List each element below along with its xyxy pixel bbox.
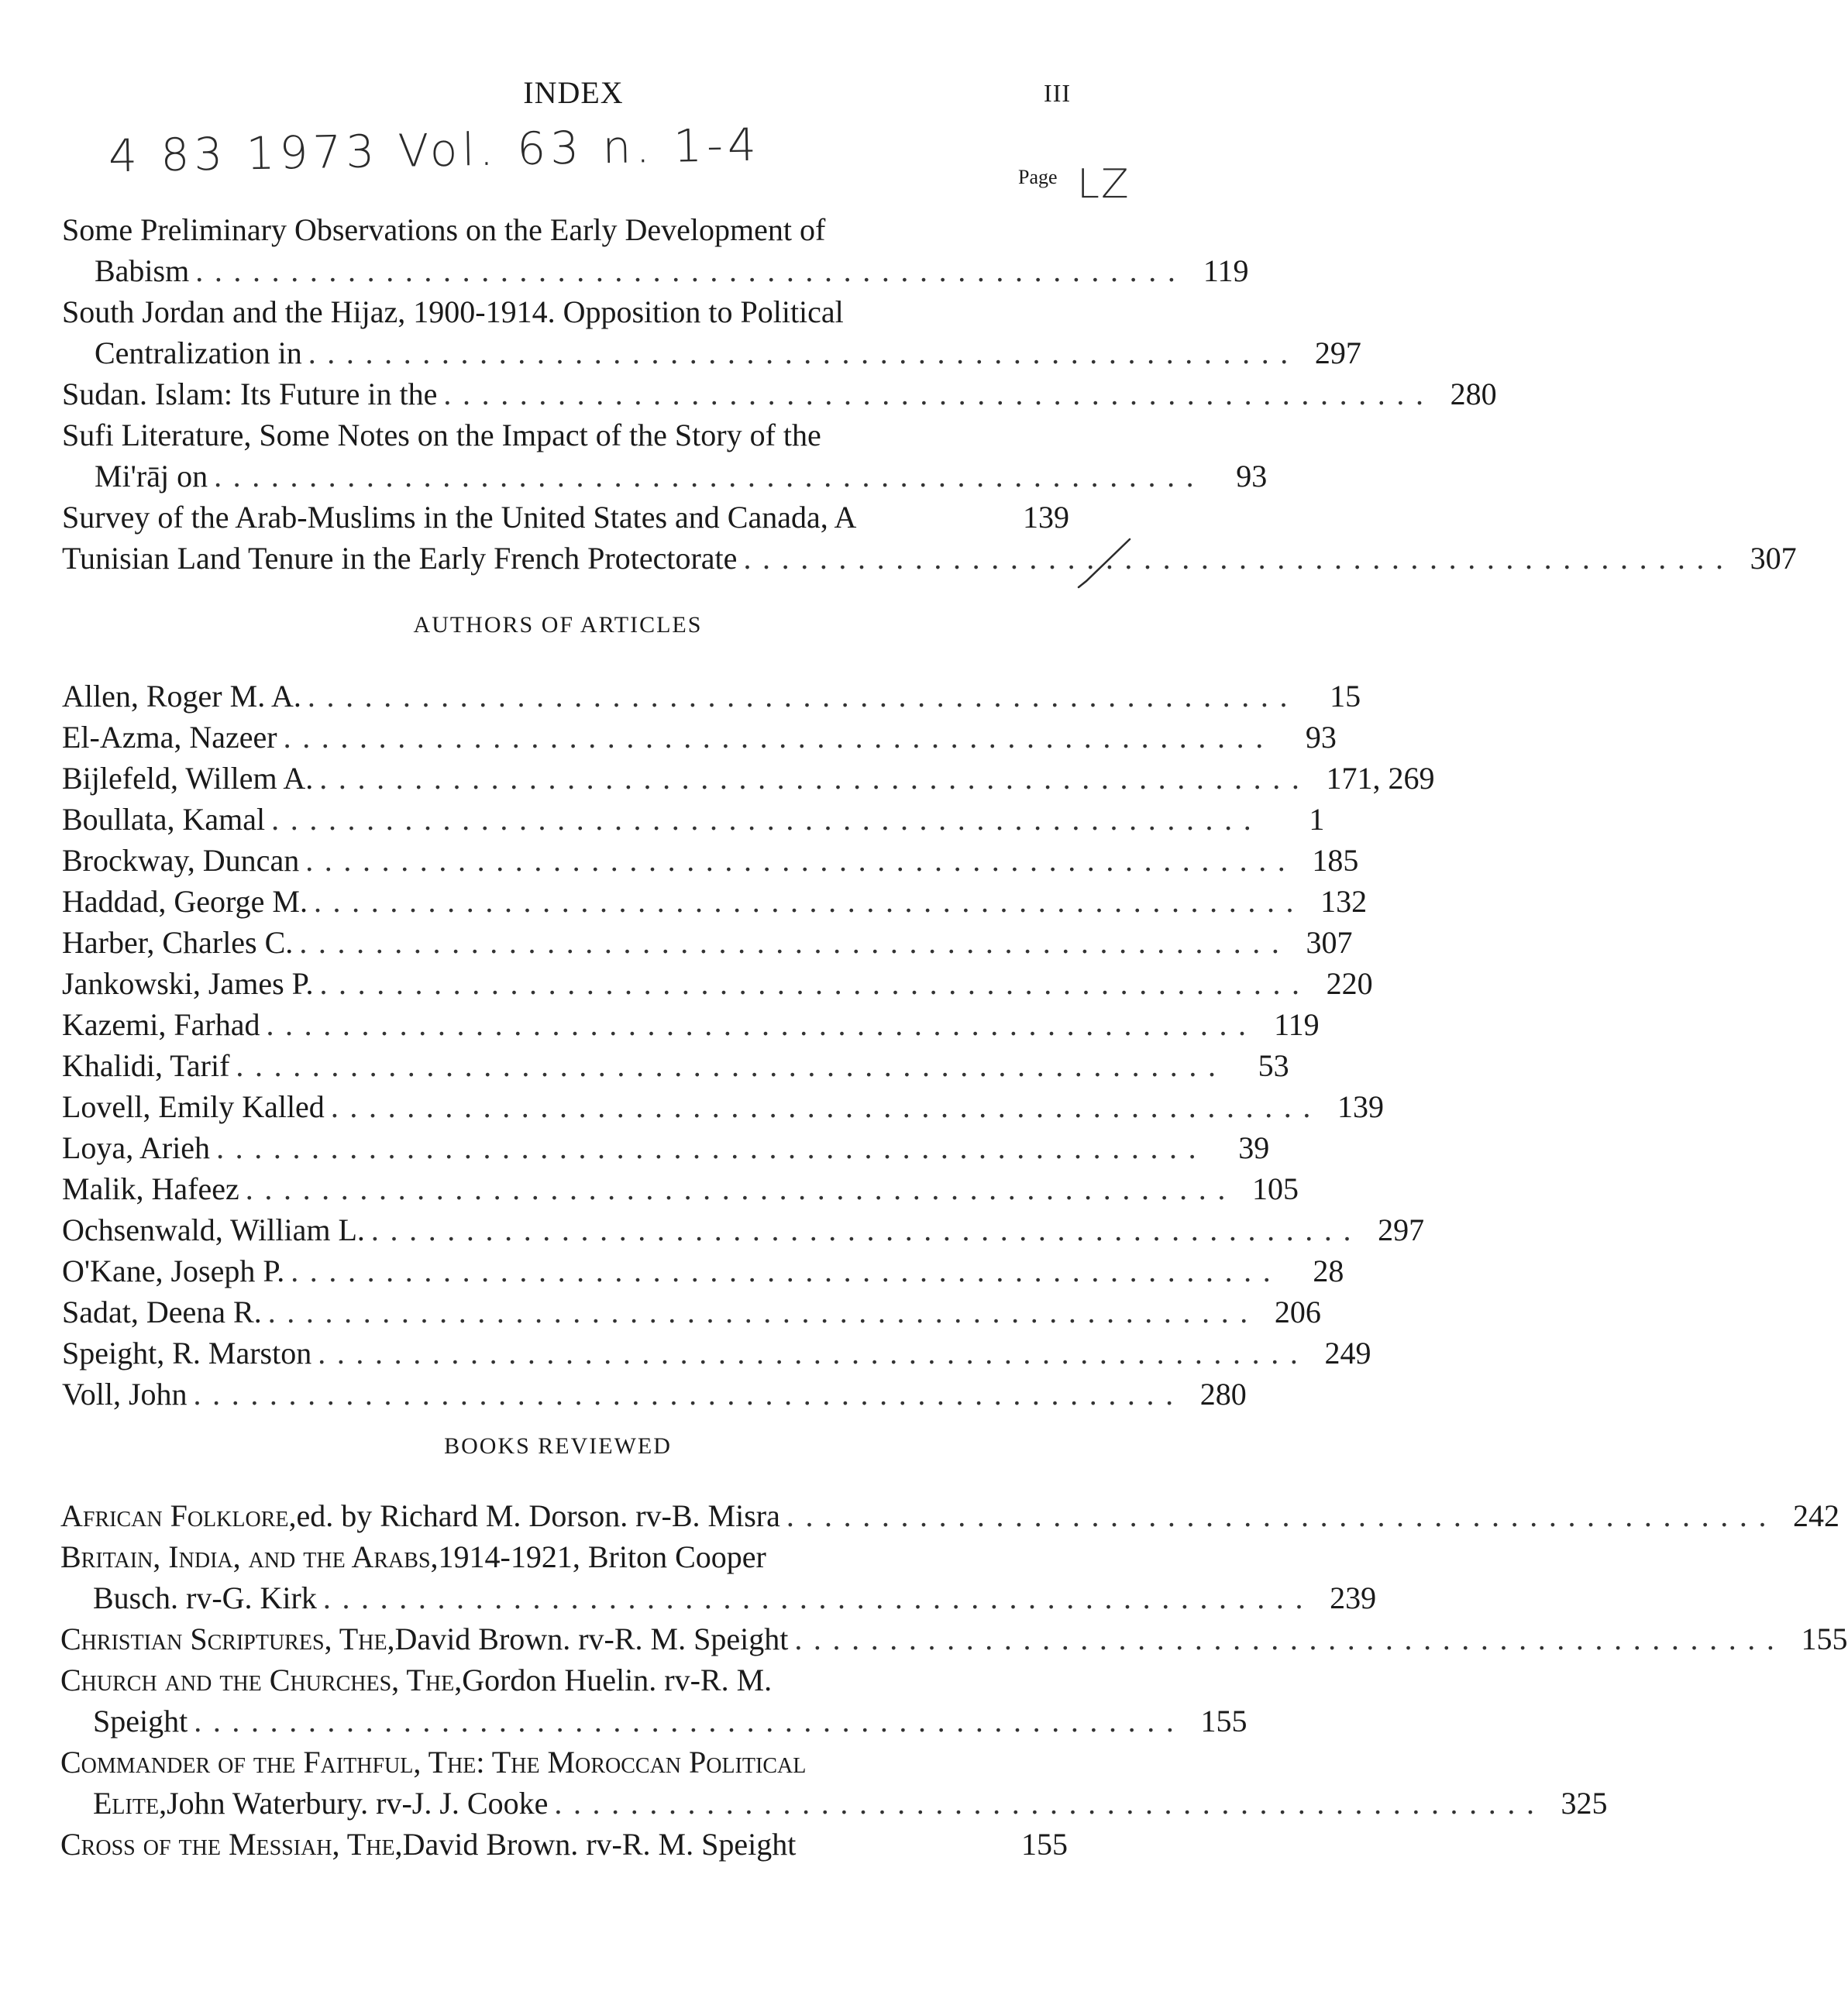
author-entry [62,1333,1371,1374]
books-heading: BOOKS REVIEWED [444,1433,672,1459]
author-entry [62,799,1325,840]
page-ref: 242 [1793,1498,1840,1533]
title-entry [62,373,1497,414]
entry-text: Babism [95,253,190,288]
author-name: Sadat, Deena R. [62,1295,262,1329]
author-entry [62,963,1373,1004]
page-ref: 132 [1320,884,1368,919]
page-ref: 307 [1306,925,1353,960]
leader-dots: .................................................... [318,1336,1309,1370]
leader-dots: .................................................... [193,1377,1185,1412]
book-details: John Waterbury. rv-J. J. Cooke [167,1786,549,1821]
author-entry [62,1004,1320,1045]
author-name: Jankowski, James P. [62,966,314,1001]
leader-dots: .................................................... [307,679,1299,714]
leader-dots: .................................................... [443,377,1435,411]
book-entry [60,1495,1840,1536]
page-ref: 249 [1324,1336,1371,1370]
page-ref: 325 [1561,1786,1608,1821]
book-entry [60,1742,1608,1824]
book-title: Church and the Churches, The, [60,1663,463,1697]
author-name: O'Kane, Joseph P. [62,1254,285,1288]
leader-dots: .................................................... [322,1580,1315,1615]
author-name: Speight, R. Marston [62,1336,312,1370]
page-ref: 185 [1312,843,1359,878]
leader-dots: .................................................... [291,1254,1282,1288]
page-number: III [1044,79,1071,107]
title-entry [62,497,1069,538]
leader-dots: .................................................... [267,1295,1259,1329]
page-ref: 28 [1313,1254,1344,1288]
book-title: Britain, India, and the Arabs, [60,1539,439,1574]
entry-text: Sufi Literature, Some Notes on the Impact of the Story of the [62,418,821,452]
title-entry [62,209,1249,291]
page-ref: 297 [1314,335,1361,370]
leader-dots: .................................................... [271,802,1263,837]
leader-dots: .................................................... [554,1786,1546,1821]
entry-text: Survey of the Arab-Muslims in the United States and Canada, A [62,500,857,535]
leader-dots: .................................................... [195,253,1187,288]
page-column-label: Page [1018,166,1058,188]
author-entry [62,1086,1385,1127]
leader-dots: .................................................... [308,335,1299,370]
author-name: Haddad, George M. [62,884,308,919]
author-name: Kazemi, Farhad [62,1007,260,1042]
leader-dots: .................................................... [283,720,1275,755]
author-name: Boullata, Kamal [62,802,266,837]
leader-dots: .................................................... [319,966,1311,1001]
author-name: Loya, Arieh [62,1130,211,1165]
book-details: ed. by Richard M. Dorson. rv-B. Misra [296,1498,780,1533]
book-entry [60,1536,1377,1618]
page-ref: 171, 269 [1326,761,1435,796]
author-name: Bijlefeld, Willem A. [62,761,314,796]
author-entry [62,840,1359,881]
leader-dots: .................................................... [245,1171,1237,1206]
author-name: Voll, John [62,1377,188,1412]
entry-text: Centralization in [95,335,302,370]
book-details: Speight [93,1704,188,1738]
author-name: Brockway, Duncan [62,843,300,878]
page-ref: 307 [1750,541,1797,576]
running-head [0,71,1223,115]
books-list [60,1495,1848,1865]
title-entry [62,538,1797,579]
book-title: Cross of the Messiah, The, [60,1827,403,1862]
authors-heading: AUTHORS OF ARTICLES [413,612,703,638]
page-ref: 297 [1378,1212,1425,1247]
page-ref: 239 [1330,1580,1377,1615]
page-ref: 105 [1251,1171,1299,1206]
handwritten-mark: LZ [1077,161,1130,208]
author-entry [62,1374,1247,1415]
book-title: African Folklore, [60,1498,297,1533]
page-title: INDEX [523,75,624,110]
author-entry [62,1127,1270,1168]
page-ref: 155 [1200,1704,1247,1738]
page-ref: 119 [1203,253,1249,288]
leader-dots: .................................................... [299,925,1291,960]
book-title: Christian Scriptures, The, [60,1622,395,1656]
author-entry [62,1291,1321,1333]
page-ref: 155 [1801,1622,1848,1656]
handwritten-accession-note: 4 83 1973 Vol. 63 n. 1-4 [108,118,762,183]
author-name: Allen, Roger M. A. [62,679,301,714]
leader-dots: .................................................... [313,884,1306,919]
page-ref: 280 [1199,1377,1247,1412]
page-ref: 220 [1326,966,1373,1001]
author-entry [62,922,1353,963]
book-entry [60,1824,1068,1865]
entry-text: Some Preliminary Observations on the Early Development of [62,212,826,247]
book-entry [60,1659,1247,1742]
leader-dots: .................................................... [330,1089,1323,1124]
author-name: El-Azma, Nazeer [62,720,277,755]
page-ref: 139 [1023,500,1069,535]
leader-dots: .................................................... [794,1622,1786,1656]
leader-dots: .................................................... [236,1048,1227,1083]
author-entry [62,758,1435,799]
leader-dots: .................................................... [305,843,1297,878]
leader-dots: .................................................... [319,761,1311,796]
authors-list [62,676,1435,1415]
leader-dots: .................................................... [743,541,1735,576]
page-ref: 119 [1274,1007,1320,1042]
entry-text: Mi'rāj on [95,459,208,494]
entry-text: Sudan. Islam: Its Future in the [62,377,438,411]
page-ref: 139 [1337,1089,1385,1124]
leader-dots: .................................................... [786,1498,1778,1533]
author-entry [62,1045,1289,1086]
page-ref: 280 [1450,377,1497,411]
page-ref: 93 [1305,720,1337,755]
author-entry [62,1168,1299,1209]
author-entry [62,717,1337,758]
title-entry [62,291,1361,373]
book-entry [60,1618,1848,1659]
book-details: Busch. rv-G. Kirk [93,1580,317,1615]
page-ref: 15 [1330,679,1361,714]
titles-list [62,209,1797,579]
leader-dots: .................................................... [214,459,1206,494]
author-name: Malik, Hafeez [62,1171,239,1206]
book-details: 1914-1921, Briton Cooper [438,1539,766,1574]
author-entry [62,1250,1344,1291]
book-details: Gordon Huelin. rv-R. M. [462,1663,773,1697]
leader-dots: .................................................... [370,1212,1363,1247]
author-name: Lovell, Emily Kalled [62,1089,325,1124]
page-ref: 206 [1274,1295,1321,1329]
leader-dots: .................................................... [194,1704,1186,1738]
author-name: Khalidi, Tarif [62,1048,230,1083]
book-title-cont: Elite, [93,1786,167,1821]
page-ref: 93 [1236,459,1268,494]
book-details: David Brown. rv-R. M. Speight [402,1827,797,1862]
author-entry [62,1209,1425,1250]
book-details: David Brown. rv-R. M. Speight [394,1622,789,1656]
page-ref: 155 [1021,1827,1068,1862]
title-entry [62,414,1268,497]
author-entry [62,676,1361,717]
page-ref: 1 [1309,802,1325,837]
author-entry [62,881,1368,922]
page-ref: 39 [1238,1130,1270,1165]
author-name: Harber, Charles C. [62,925,294,960]
leader-dots: .................................................... [266,1007,1258,1042]
leader-dots: .................................................... [216,1130,1208,1165]
author-name: Ochsenwald, William L. [62,1212,365,1247]
book-title: Commander of the Faithful, The: The Moroccan Political [60,1745,807,1780]
entry-text: Tunisian Land Tenure in the Early French Protectorate [62,541,738,576]
entry-text: South Jordan and the Hijaz, 1900-1914. Opposition to Political [62,294,844,329]
page-ref: 53 [1258,1048,1289,1083]
